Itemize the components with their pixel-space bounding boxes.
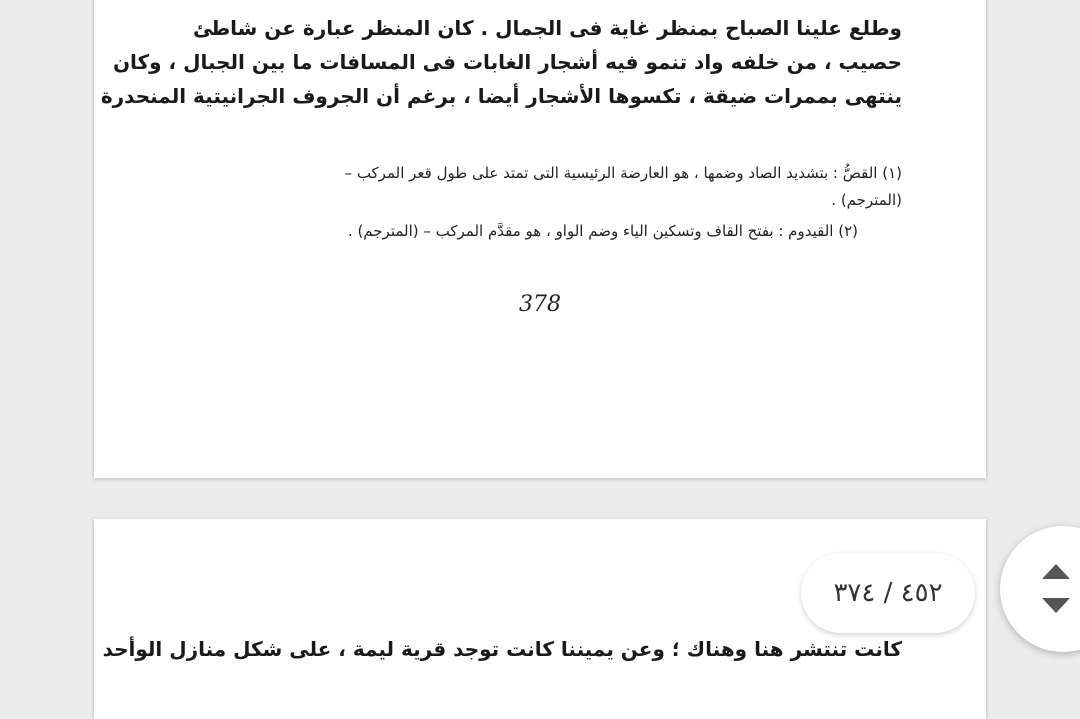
body-line-2: حصيب ، من خلفه واد تنمو فيه أشجار الغابات فى المسافات ما بين الجبال ، وكان (112, 50, 902, 74)
page-indicator: ٤٥٢ / ٣٧٤ (801, 553, 975, 633)
page-number: 378 (519, 292, 561, 317)
body-line-1: كانت تنتشر هنا وهناك ؛ وعن يميننا كانت توجد قرية ليمة ، على شكل منازل الوأحد (102, 637, 902, 661)
scroll-down-icon[interactable] (1042, 598, 1070, 613)
footnote-1: (١) القصُّ : بتشديد الصاد وضمها ، هو العارضة الرئيسية التى تمتد على طول قعر المركب – (344, 164, 902, 182)
footnote-1-continuation: (المترجم) . (831, 191, 902, 209)
body-line-1: وطلع علينا الصباح بمنظر غاية فى الجمال . كان المنظر عبارة عن شاطئ (192, 16, 902, 40)
body-line-3: ينتهى بممرات ضيقة ، تكسوها الأشجار أيضا ، برغم أن الجروف الجرانيتية المنحدرة (100, 84, 902, 108)
scroll-up-icon[interactable] (1042, 564, 1070, 579)
scroll-control[interactable] (1000, 526, 1080, 652)
document-page (94, 0, 986, 478)
footnote-2: (٢) القيدوم : بفتح القاف وتسكين الياء وضم الواو ، هو مقدَّم المركب – (المترجم) . (347, 222, 858, 240)
